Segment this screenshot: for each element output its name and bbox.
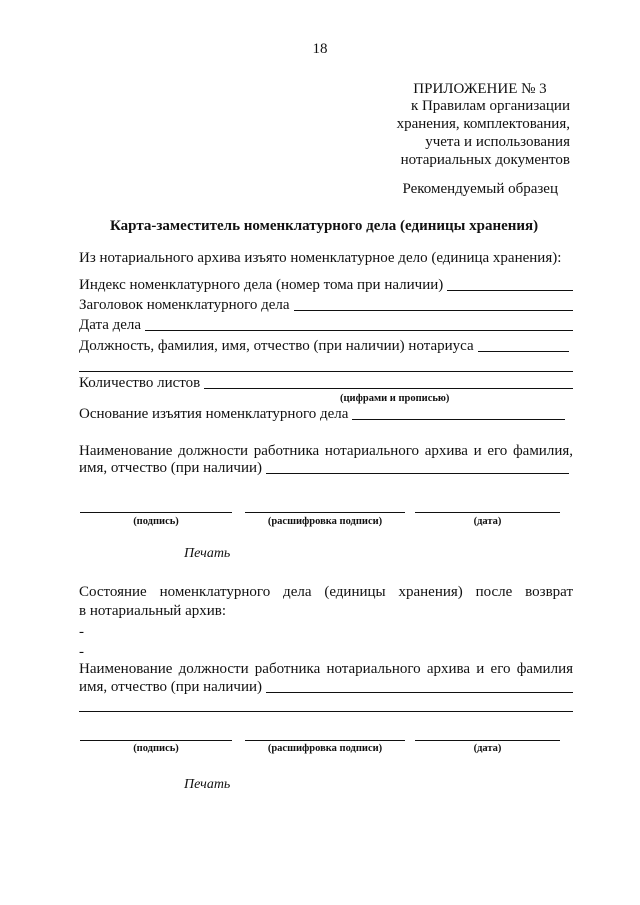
return-bullet-1: - <box>79 624 84 640</box>
field-notary-label: Должность, фамилия, имя, отчество (при наличии) нотариуса <box>79 338 474 354</box>
intro-text: Из нотариального архива изъято номенклатурное дело (единица хранения): <box>79 250 562 266</box>
return-state-line2: в нотариальный архив: <box>79 603 227 619</box>
field-heading <box>79 296 573 314</box>
signature-caption-1: (подпись) <box>133 516 179 527</box>
field-heading-input[interactable] <box>294 309 573 311</box>
card-title: Карта-заместитель номенклатурного дела (единицы хранения) <box>110 218 539 234</box>
worker2-input[interactable] <box>266 691 573 693</box>
stamp-label-1: Печать <box>184 546 231 561</box>
field-basis-label: Основание изъятия номенклатурного дела <box>79 406 349 422</box>
field-basis <box>79 405 565 423</box>
date-caption-2: (дата) <box>473 743 502 754</box>
worker2-line1: Наименование должности работника нотариального архива и его фамилия <box>79 661 573 677</box>
worker2-field <box>79 678 573 696</box>
worker1-field <box>79 459 569 477</box>
worker1-line1: Наименование должности работника нотариального архива и его фамилия, <box>79 443 573 459</box>
field-notary <box>79 337 569 355</box>
appendix-line: нотариальных документов <box>400 152 570 168</box>
field-date-label: Дата дела <box>79 317 142 333</box>
date-caption-1: (дата) <box>473 516 502 527</box>
field-sheets-label: Количество листов <box>79 375 201 391</box>
signature-decoding-line-2[interactable] <box>245 740 405 741</box>
field-index <box>79 276 573 294</box>
signature-decoding-line-1[interactable] <box>245 512 405 513</box>
stamp-label-2: Печать <box>184 777 231 792</box>
return-bullet-2: - <box>79 644 84 660</box>
field-date <box>79 316 573 334</box>
appendix-title: ПРИЛОЖЕНИЕ № 3 <box>413 81 547 97</box>
worker1-label: имя, отчество (при наличии) <box>79 460 263 476</box>
field-notary-continuation[interactable] <box>79 371 573 372</box>
field-heading-label: Заголовок номенклатурного дела <box>79 297 290 313</box>
signature-line-1[interactable] <box>80 512 232 513</box>
field-index-input[interactable] <box>447 289 573 291</box>
appendix-line: хранения, комплектования, <box>396 116 570 132</box>
worker1-input[interactable] <box>266 472 569 474</box>
field-sheets-hint: (цифрами и прописью) <box>340 393 450 404</box>
page-number: 18 <box>312 41 328 57</box>
field-index-label: Индекс номенклатурного дела (номер тома при наличии) <box>79 277 444 293</box>
field-sheets <box>79 374 573 392</box>
field-basis-input[interactable] <box>352 418 565 420</box>
worker2-continuation[interactable] <box>79 711 573 712</box>
worker2-label: имя, отчество (при наличии) <box>79 679 263 695</box>
appendix-line: к Правилам организации <box>410 98 570 114</box>
recommended-sample: Рекомендуемый образец <box>402 181 558 197</box>
return-state-line1: Состояние номенклатурного дела (единицы хранения) после возврат <box>79 584 573 600</box>
field-sheets-input[interactable] <box>204 387 573 389</box>
field-date-input[interactable] <box>145 329 573 331</box>
decoding-caption-1: (расшифровка подписи) <box>267 516 383 527</box>
signature-line-2[interactable] <box>80 740 232 741</box>
signature-caption-2: (подпись) <box>133 743 179 754</box>
field-notary-input[interactable] <box>478 350 569 352</box>
signature-date-line-1[interactable] <box>415 512 560 513</box>
appendix-line: учета и использования <box>425 134 570 150</box>
signature-date-line-2[interactable] <box>415 740 560 741</box>
appendix-block <box>330 80 570 169</box>
decoding-caption-2: (расшифровка подписи) <box>267 743 383 754</box>
